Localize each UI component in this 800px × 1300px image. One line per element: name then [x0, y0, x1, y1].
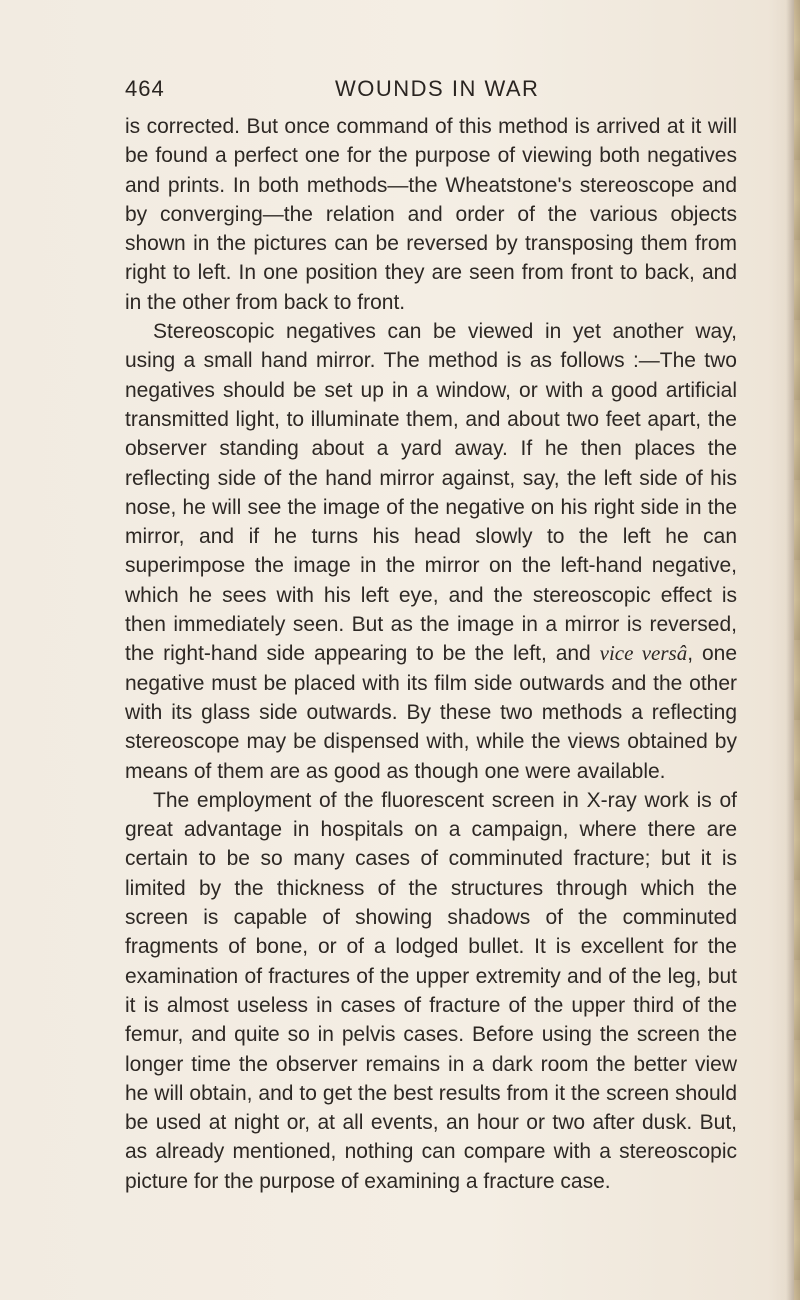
paragraph-2 [125, 317, 737, 786]
paragraph-3 [125, 786, 737, 1196]
body-text [125, 112, 737, 1196]
paragraph-text: is corrected. But once command of this method is arrived at it will be found a perfect one for the purpose of viewing both negatives and prints. In both methods—the Wheatstone's stereoscope and by converging—the relation and order of the various objects shown in the pictures can be reversed by transposing them from right to left. In one position they are seen from front to back, and in the other from back to front. [125, 115, 737, 314]
running-title: WOUNDS IN WAR [335, 76, 540, 101]
page-edge-strip [794, 0, 800, 1300]
paragraph-text: , one negative must be placed with its film side outwards and the other with its glass side outwards. By these two methods a reflecting stereoscope may be dispensed with, while the views obtained by means of them are as good as though one were available. [125, 642, 737, 783]
paragraph-text: Stereoscopic negatives can be viewed in yet another way, using a small hand mirror. The method is as follows :—The two negatives should be set up in a window, or with a good artificial transmitted light, to illuminate them, and about two feet apart, the observer standing about a yard away. If he then places the reflecting side of the hand mirror against, say, the left side of his nose, he will see the image of the negative on his right side in the mirror, and if he turns his head slowly to the left he can superimpose the image in the mirror on the left-hand negative, which he sees with his left eye, and the stereoscopic effect is then immediately seen. But as the image in a mirror is reversed, the right-hand side appearing to be the left, and [125, 320, 737, 666]
italic-phrase: vice versâ [599, 641, 688, 666]
paragraph-text: The employment of the fluorescent screen in X-ray work is of great advantage in hospitals on a campaign, where there are certain to be so many cases of comminuted fracture; but it is limited by the thickness of the structures through which the screen is capable of showing shadows of the comminuted fragments of bone, or of a lodged bullet. It is excellent for the examination of fractures of the upper extremity and of the leg, but it is almost useless in cases of fracture of the upper third of the femur, and quite so in pelvis cases. Before using the screen the longer time the observer remains in a dark room the better view he will obtain, and to get the best results from it the screen should be used at night or, at all events, an hour or two after dusk. But, as already mentioned, nothing can compare with a stereoscopic picture for the purpose of examining a fracture case. [125, 788, 737, 1193]
page-number: 464 [125, 76, 165, 101]
running-header [125, 76, 725, 104]
paragraph-1 [125, 112, 737, 317]
